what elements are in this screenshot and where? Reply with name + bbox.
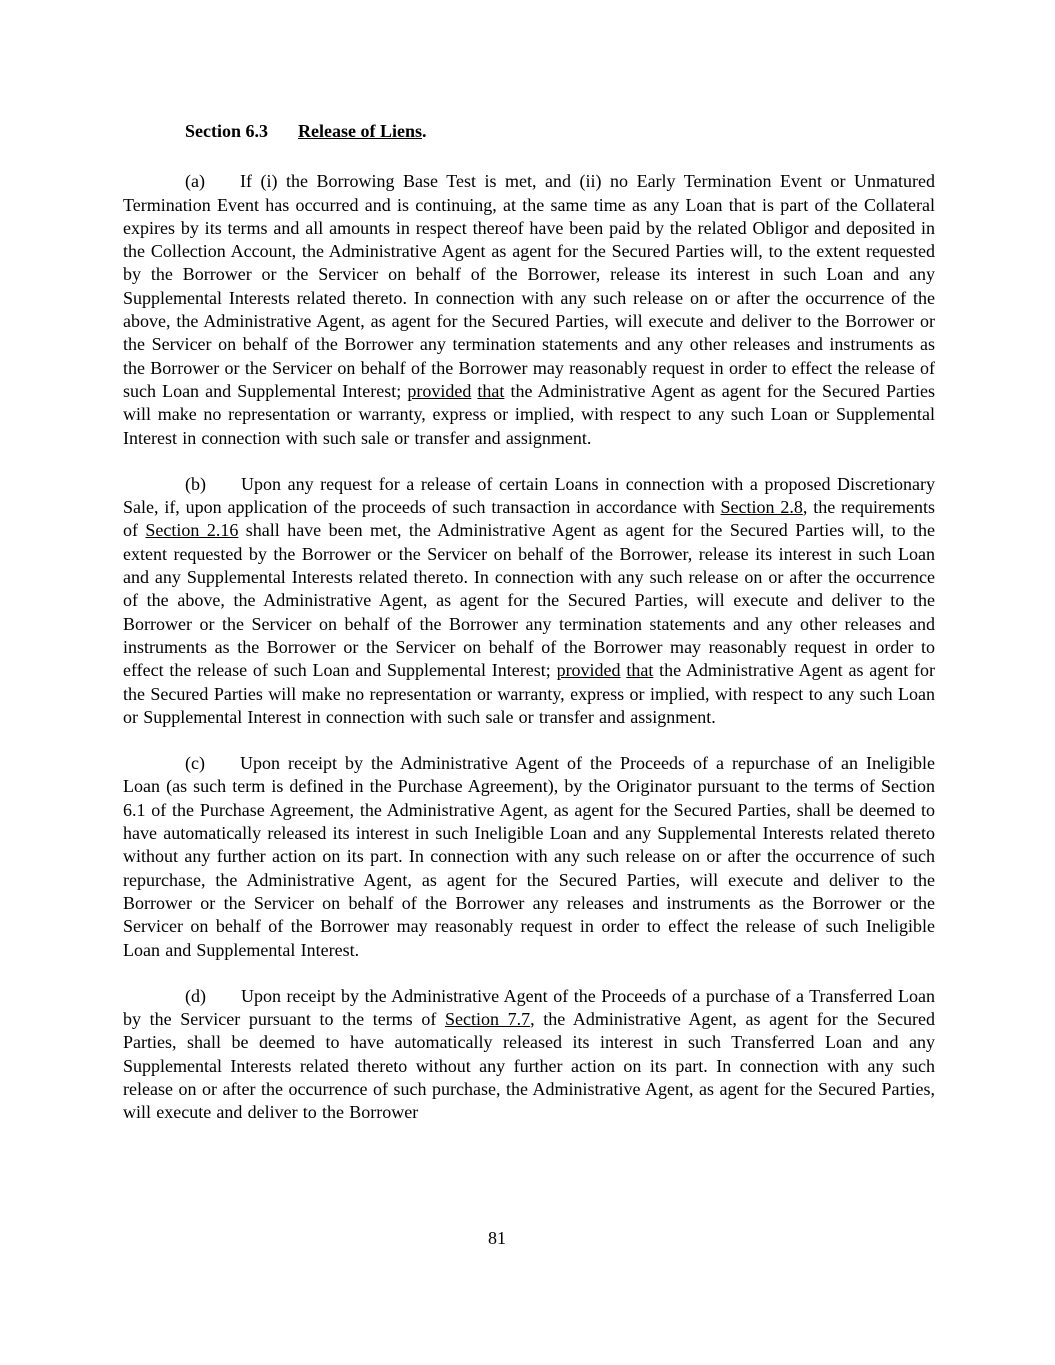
text-run: Upon receipt by the Administrative Agent of the Proceeds of a purchase of a Transferred Loan by the Servicer pursuant to the terms of	[123, 985, 935, 1030]
document-content	[123, 120, 935, 1125]
text-run: , the requirements of	[123, 497, 935, 541]
text-run: , the Administrative Agent, as agent for the Secured Parties, shall be deemed to have automatically released its interest in such Transferred Loan and any Supplemental Interests related thereto without any further action on its part. In connection with any such release on or after the occurrence of such purchase, the Administrative Agent, as agent for the Secured Parties, will execute and deliver to the Borrower	[123, 1009, 935, 1123]
underlined-text: that	[477, 380, 505, 401]
paragraph-b	[123, 473, 935, 729]
page-footer	[123, 1227, 871, 1250]
page-number: 81	[488, 1228, 506, 1248]
section-number: Section 6.3	[185, 121, 268, 141]
underlined-text: provided	[556, 660, 621, 681]
text-run: shall have been met, the Administrative Agent as agent for the Secured Parties will, to the extent requested by the Borrower or the Servicer on behalf of the Borrower, release its interest in such Loan and any Supplemental Interests related thereto. In connection with any such release on or after the occurrence of the above, the Administrative Agent, as agent for the Secured Parties, will execute and deliver to the Borrower or the Servicer on behalf of the Borrower any termination statements and any other releases and instruments as the Borrower or the Servicer on behalf of the Borrower may reasonably request in order to effect the release of such Loan and Supplemental Interest;	[123, 520, 935, 681]
paragraph-a	[123, 170, 935, 450]
text-run: If (i) the Borrowing Base Test is met, and (ii) no Early Termination Event or Unmatured Termination Event has occurred and is continuing, at the same time as any Loan that is part of the Collateral expires by its terms and all amounts in respect thereof have been paid by the related Obligor and deposited in the Collection Account, the Administrative Agent as agent for the Secured Parties will, to the extent requested by the Borrower or the Servicer on behalf of the Borrower, release its interest in such Loan and any Supplemental Interests related thereto. In connection with any such release on or after the occurrence of the above, the Administrative Agent, as agent for the Secured Parties, will execute and deliver to the Borrower or the Servicer on behalf of the Borrower any termination statements and any other releases and instruments as the Borrower or the Servicer on behalf of the Borrower may reasonably request in order to effect the release of such Loan and Supplemental Interest;	[123, 171, 935, 401]
section-heading	[123, 120, 935, 143]
paragraph-marker: (a)	[185, 171, 205, 192]
section-heading-period: .	[421, 121, 427, 141]
text-run: the Administrative Agent as agent for the Secured Parties will make no representation or warranty, express or implied, with respect to any such Loan or Supplemental Interest in connection with such sale or transfer and assignment.	[123, 660, 935, 727]
underlined-text: provided	[407, 380, 472, 401]
section-title: Release of Liens	[298, 121, 422, 141]
paragraph-c	[123, 752, 935, 962]
paragraph-marker: (b)	[185, 473, 206, 494]
text-run: Upon receipt by the Administrative Agent of the Proceeds of a repurchase of an Ineligible Loan (as such term is defined in the Purchase Agreement), by the Originator pursuant to the terms of Section 6.1 of the Purchase Agreement, the Administrative Agent, as agent for the Secured Parties, shall be deemed to have automatically released its interest in such Ineligible Loan and any Supplemental Interests related thereto without any further action on its part. In connection with any such release on or after the occurrence of such repurchase, the Administrative Agent, as agent for the Secured Parties, will execute and deliver to the Borrower or the Servicer on behalf of the Borrower any releases and instruments as the Borrower or the Servicer on behalf of the Borrower may reasonably request in order to effect the release of such Ineligible Loan and Supplemental Interest.	[123, 753, 935, 960]
paragraph-marker: (c)	[185, 753, 205, 774]
paragraph-marker: (d)	[185, 985, 206, 1006]
paragraph-d	[123, 985, 935, 1125]
underlined-text: Section 2.8	[720, 497, 803, 518]
underlined-text: that	[626, 660, 654, 681]
paragraph-list	[123, 170, 935, 1124]
text-run: the Administrative Agent as agent for the Secured Parties will make no representation or warranty, express or implied, with respect to any such Loan or Supplemental Interest in connection with such sale or transfer and assignment.	[123, 380, 936, 448]
text-run: Upon any request for a release of certain Loans in connection with a proposed Discretionary Sale, if, upon application of the proceeds of such transaction in accordance with	[123, 473, 935, 518]
underlined-text: Section 2.16	[145, 520, 239, 541]
underlined-text: Section 7.7	[444, 1009, 531, 1030]
